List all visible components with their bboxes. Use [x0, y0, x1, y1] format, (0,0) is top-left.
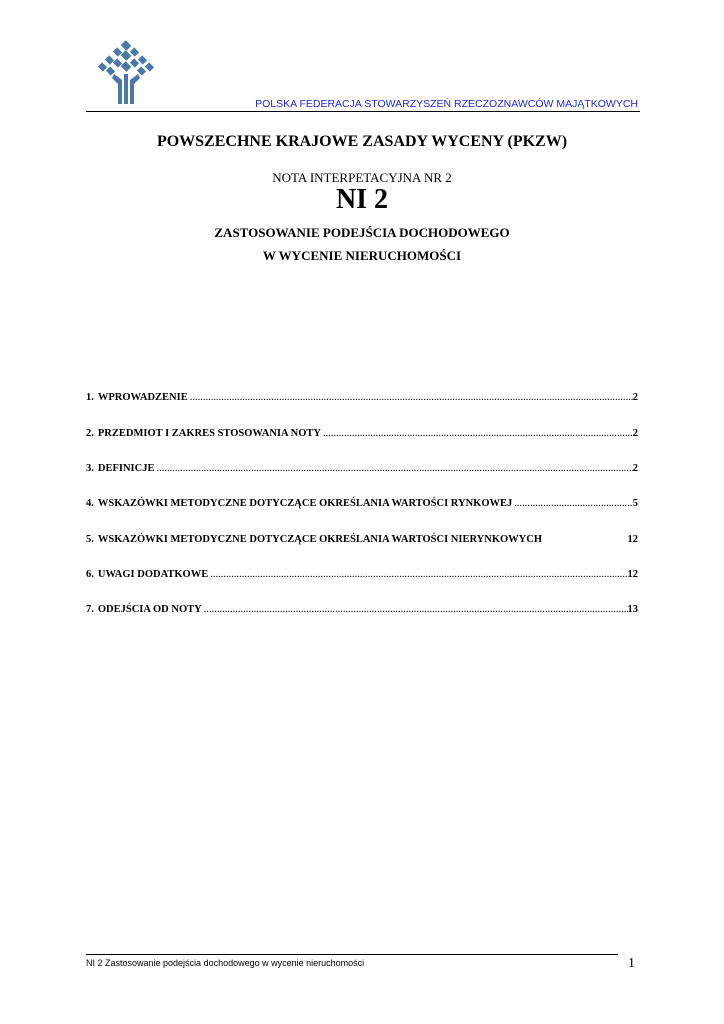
toc-dot-leader [321, 428, 633, 439]
note-code: NI 2 [335, 184, 389, 215]
toc-entry[interactable] [86, 428, 638, 444]
page-number: 1 [628, 956, 635, 971]
toc-entry[interactable] [86, 569, 638, 585]
toc-entry[interactable] [86, 534, 638, 550]
toc-entry-title: ODEJŚCIA OD NOTY [97, 604, 202, 615]
toc-dot-leader [208, 569, 627, 580]
toc-entry-number: 7. [86, 604, 94, 615]
footer-text: NI 2 Zastosowanie podejścia dochodowego w wycenie nieruchomości [86, 958, 365, 968]
toc-entry[interactable] [86, 392, 638, 408]
toc-dot-leader [188, 392, 633, 403]
pfsrm-logo-icon [96, 40, 156, 106]
toc-dot-leader [512, 498, 632, 509]
toc-entry[interactable] [86, 498, 638, 514]
subtitle-line-2: W WYCENIE NIERUCHOMOŚCI [262, 248, 462, 263]
toc-entry[interactable] [86, 604, 638, 620]
toc-entry-title: WPROWADZENIE [97, 392, 188, 403]
toc-entry-title: WSKAZÓWKI METODYCZNE DOTYCZĄCE OKREŚLANIA WARTOŚCI RYNKOWEJ [97, 498, 513, 509]
organization-name: POLSKA FEDERACJA STOWARZYSZEŃ RZECZOZNAWCÓW MAJĄTKOWYCH [255, 98, 638, 110]
toc-entry-page: 2 [632, 392, 638, 403]
note-label: NOTA INTERPETACYJNA NR 2 [272, 170, 452, 185]
toc-entry-number: 3. [86, 463, 94, 474]
toc-entry-page: 2 [632, 463, 638, 474]
toc-entry-page: 13 [627, 604, 638, 615]
toc-entry-title: PRZEDMIOT I ZAKRES STOSOWANIA NOTY [97, 428, 321, 439]
toc-entry-page: 12 [627, 569, 638, 580]
toc-entry-page: 12 [627, 534, 638, 545]
toc-entry-number: 5. [86, 534, 94, 545]
toc-entry-number: 6. [86, 569, 94, 580]
toc-entry-number: 1. [86, 392, 94, 403]
subtitle-line-1: ZASTOSOWANIE PODEJŚCIA DOCHODOWEGO [214, 225, 510, 240]
document-title: POWSZECHNE KRAJOWE ZASADY WYCENY (PKZW) [156, 133, 568, 150]
header-divider [86, 111, 640, 112]
toc-dot-leader [202, 604, 628, 615]
toc-entry-page: 5 [632, 498, 638, 509]
toc-entry-title: UWAGI DODATKOWE [97, 569, 209, 580]
toc-entry-title: WSKAZÓWKI METODYCZNE DOTYCZĄCE OKREŚLANIA WARTOŚCI NIERYNKOWYCH [97, 534, 543, 545]
toc-entry[interactable] [86, 463, 638, 479]
footer-divider [86, 954, 618, 955]
toc-dot-leader [154, 463, 632, 474]
toc-entry-title: DEFINICJE [97, 463, 155, 474]
toc-entry-number: 2. [86, 428, 94, 439]
toc-entry-page: 2 [632, 428, 638, 439]
toc-entry-number: 4. [86, 498, 94, 509]
